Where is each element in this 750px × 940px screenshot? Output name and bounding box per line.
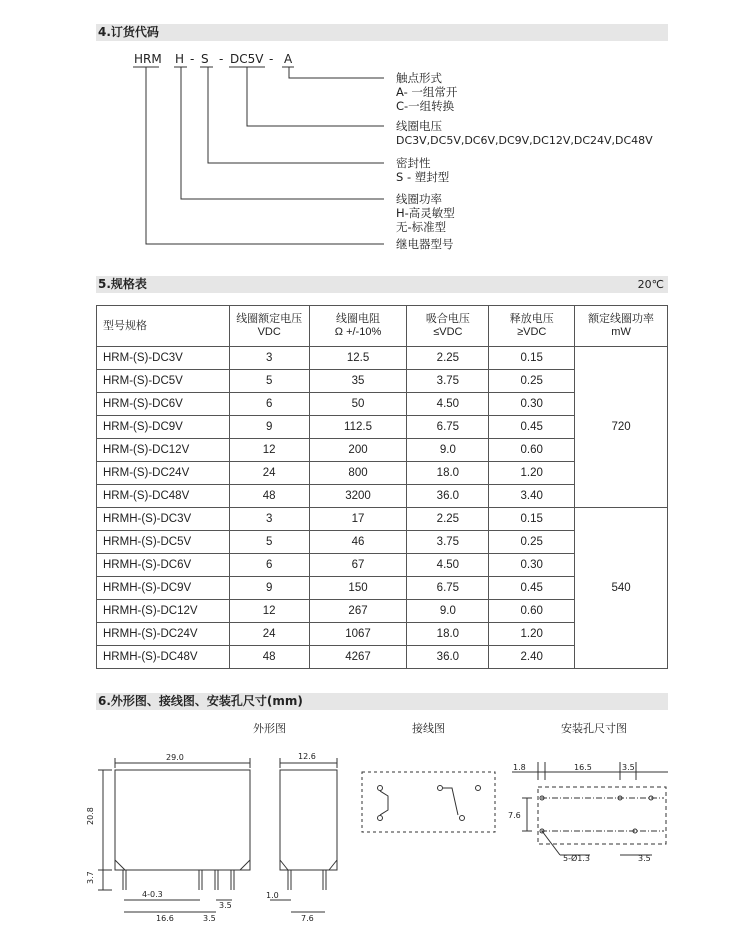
cell-resistance: 3200 — [309, 485, 407, 508]
cell-voltage: 48 — [229, 646, 309, 669]
group-model-label: 继电器型号 — [396, 237, 454, 251]
cell-release: 2.40 — [489, 646, 575, 669]
dim-mount-right: 3.5 — [622, 763, 635, 772]
drawings — [0, 700, 750, 940]
cell-power: 540 — [575, 508, 668, 669]
cell-pickup: 4.50 — [407, 393, 489, 416]
group-voltage-label: 线圈电压 — [396, 119, 442, 133]
code-part-dash: - — [219, 52, 224, 66]
cell-release: 1.20 — [489, 623, 575, 646]
dim-mount-holes: 5-Ø1.3 — [563, 854, 590, 863]
dim-pin-length: 3.7 — [86, 871, 95, 884]
cell-model: HRMH-(S)-DC12V — [97, 600, 230, 623]
group-seal-label: 密封性 — [396, 156, 431, 170]
group-contact-line: A- 一组常开 — [396, 85, 458, 99]
cell-release: 0.25 — [489, 531, 575, 554]
cell-pickup: 18.0 — [407, 623, 489, 646]
cell-release: 0.45 — [489, 416, 575, 439]
section-title: 5.规格表 — [98, 277, 147, 291]
cell-release: 0.60 — [489, 600, 575, 623]
cell-release: 0.25 — [489, 370, 575, 393]
dim-front-height: 20.8 — [86, 807, 95, 825]
cell-resistance: 200 — [309, 439, 407, 462]
cell-voltage: 9 — [229, 577, 309, 600]
cell-model: HRM-(S)-DC12V — [97, 439, 230, 462]
cell-voltage: 24 — [229, 623, 309, 646]
header-resistance: 线圈电阻 Ω +/-10% — [309, 306, 407, 347]
mounting-diagram — [538, 787, 666, 844]
wiring-label: 接线图 — [412, 722, 445, 735]
spec-table-header — [97, 306, 668, 347]
code-part-power: H — [175, 52, 185, 66]
dim-pin-pitch-b: 16.6 — [156, 914, 174, 923]
cell-release: 1.20 — [489, 462, 575, 485]
group-contact-line: C-一组转换 — [396, 99, 455, 113]
section-header-spec — [96, 276, 668, 293]
cell-release: 0.15 — [489, 347, 575, 370]
mounting-label: 安装孔尺寸图 — [561, 722, 627, 735]
dim-pin-pitch-d: 3.5 — [219, 901, 232, 910]
cell-resistance: 267 — [309, 600, 407, 623]
temperature-note: 20℃ — [637, 278, 664, 291]
cell-voltage: 5 — [229, 531, 309, 554]
cell-pickup: 9.0 — [407, 600, 489, 623]
dim-side-width: 12.6 — [298, 752, 316, 761]
dim-mount-vert: 7.6 — [508, 811, 521, 820]
cell-voltage: 6 — [229, 554, 309, 577]
cell-resistance: 150 — [309, 577, 407, 600]
cell-resistance: 1067 — [309, 623, 407, 646]
cell-resistance: 800 — [309, 462, 407, 485]
cell-pickup: 36.0 — [407, 646, 489, 669]
group-power-line: H-高灵敏型 — [396, 206, 455, 220]
header-power: 额定线圈功率 mW — [575, 306, 668, 347]
cell-pickup: 2.25 — [407, 347, 489, 370]
cell-power: 720 — [575, 347, 668, 508]
cell-resistance: 17 — [309, 508, 407, 531]
group-contact-label: 触点形式 — [396, 71, 442, 85]
header-release: 释放电压 ≥VDC — [489, 306, 575, 347]
cell-model: HRMH-(S)-DC6V — [97, 554, 230, 577]
cell-model: HRM-(S)-DC5V — [97, 370, 230, 393]
cell-model: HRM-(S)-DC24V — [97, 462, 230, 485]
cell-pickup: 6.75 — [407, 416, 489, 439]
cell-resistance: 4267 — [309, 646, 407, 669]
cell-voltage: 9 — [229, 416, 309, 439]
section-title: 6.外形图、接线图、安装孔尺寸(mm) — [98, 694, 303, 708]
cell-release: 0.60 — [489, 439, 575, 462]
cell-pickup: 4.50 — [407, 554, 489, 577]
group-voltage-line: DC3V,DC5V,DC6V,DC9V,DC12V,DC24V,DC48V — [396, 134, 653, 147]
header-pickup: 吸合电压 ≤VDC — [407, 306, 489, 347]
cell-pickup: 6.75 — [407, 577, 489, 600]
cell-model: HRMH-(S)-DC48V — [97, 646, 230, 669]
cell-pickup: 9.0 — [407, 439, 489, 462]
dim-mount-mid: 16.5 — [574, 763, 592, 772]
code-part-dash: - — [190, 52, 195, 66]
code-part-voltage: DC5V — [230, 52, 264, 66]
group-power-line: 无-标准型 — [396, 220, 447, 234]
dim-side-pitch: 7.6 — [301, 914, 314, 923]
cell-pickup: 3.75 — [407, 370, 489, 393]
cell-model: HRMH-(S)-DC9V — [97, 577, 230, 600]
cell-release: 0.30 — [489, 554, 575, 577]
cell-resistance: 46 — [309, 531, 407, 554]
cell-model: HRMH-(S)-DC24V — [97, 623, 230, 646]
dim-front-width: 29.0 — [166, 753, 184, 762]
dim-mount-bottom: 3.5 — [638, 854, 651, 863]
cell-release: 0.30 — [489, 393, 575, 416]
code-part-series: HRM — [134, 52, 162, 66]
relay-front-view — [115, 770, 250, 870]
cell-release: 0.15 — [489, 508, 575, 531]
cell-release: 3.40 — [489, 485, 575, 508]
cell-model: HRM-(S)-DC6V — [97, 393, 230, 416]
cell-model: HRM-(S)-DC9V — [97, 416, 230, 439]
cell-model: HRM-(S)-DC3V — [97, 347, 230, 370]
table-row — [97, 508, 668, 531]
cell-resistance: 50 — [309, 393, 407, 416]
cell-voltage: 3 — [229, 508, 309, 531]
cell-voltage: 6 — [229, 393, 309, 416]
spec-table — [96, 305, 668, 669]
cell-voltage: 24 — [229, 462, 309, 485]
group-seal-line: S - 塑封型 — [396, 170, 450, 184]
cell-resistance: 112.5 — [309, 416, 407, 439]
code-part-contact: A — [284, 52, 293, 66]
cell-voltage: 3 — [229, 347, 309, 370]
cell-voltage: 5 — [229, 370, 309, 393]
order-code-diagram — [0, 0, 750, 260]
cell-pickup: 3.75 — [407, 531, 489, 554]
relay-side-view — [280, 770, 337, 870]
cell-pickup: 36.0 — [407, 485, 489, 508]
header-voltage: 线圈额定电压 VDC — [229, 306, 309, 347]
code-part-seal: S — [201, 52, 209, 66]
wiring-diagram — [362, 772, 495, 832]
header-model: 型号规格 — [97, 306, 230, 347]
cell-voltage: 48 — [229, 485, 309, 508]
dim-pin-pitch-a: 4-0.3 — [142, 890, 163, 899]
code-part-dash: - — [269, 52, 274, 66]
table-row — [97, 347, 668, 370]
cell-model: HRMH-(S)-DC5V — [97, 531, 230, 554]
outline-label: 外形图 — [253, 722, 286, 735]
cell-resistance: 12.5 — [309, 347, 407, 370]
cell-voltage: 12 — [229, 600, 309, 623]
dim-pin-pitch-c: 3.5 — [203, 914, 216, 923]
section-title: 4.订货代码 — [98, 25, 159, 39]
cell-voltage: 12 — [229, 439, 309, 462]
cell-resistance: 35 — [309, 370, 407, 393]
cell-resistance: 67 — [309, 554, 407, 577]
cell-model: HRM-(S)-DC48V — [97, 485, 230, 508]
cell-pickup: 2.25 — [407, 508, 489, 531]
dim-mount-left: 1.8 — [513, 763, 526, 772]
cell-pickup: 18.0 — [407, 462, 489, 485]
cell-release: 0.45 — [489, 577, 575, 600]
dim-side-pin: 1.0 — [266, 891, 279, 900]
cell-model: HRMH-(S)-DC3V — [97, 508, 230, 531]
group-power-label: 线圈功率 — [396, 192, 442, 206]
